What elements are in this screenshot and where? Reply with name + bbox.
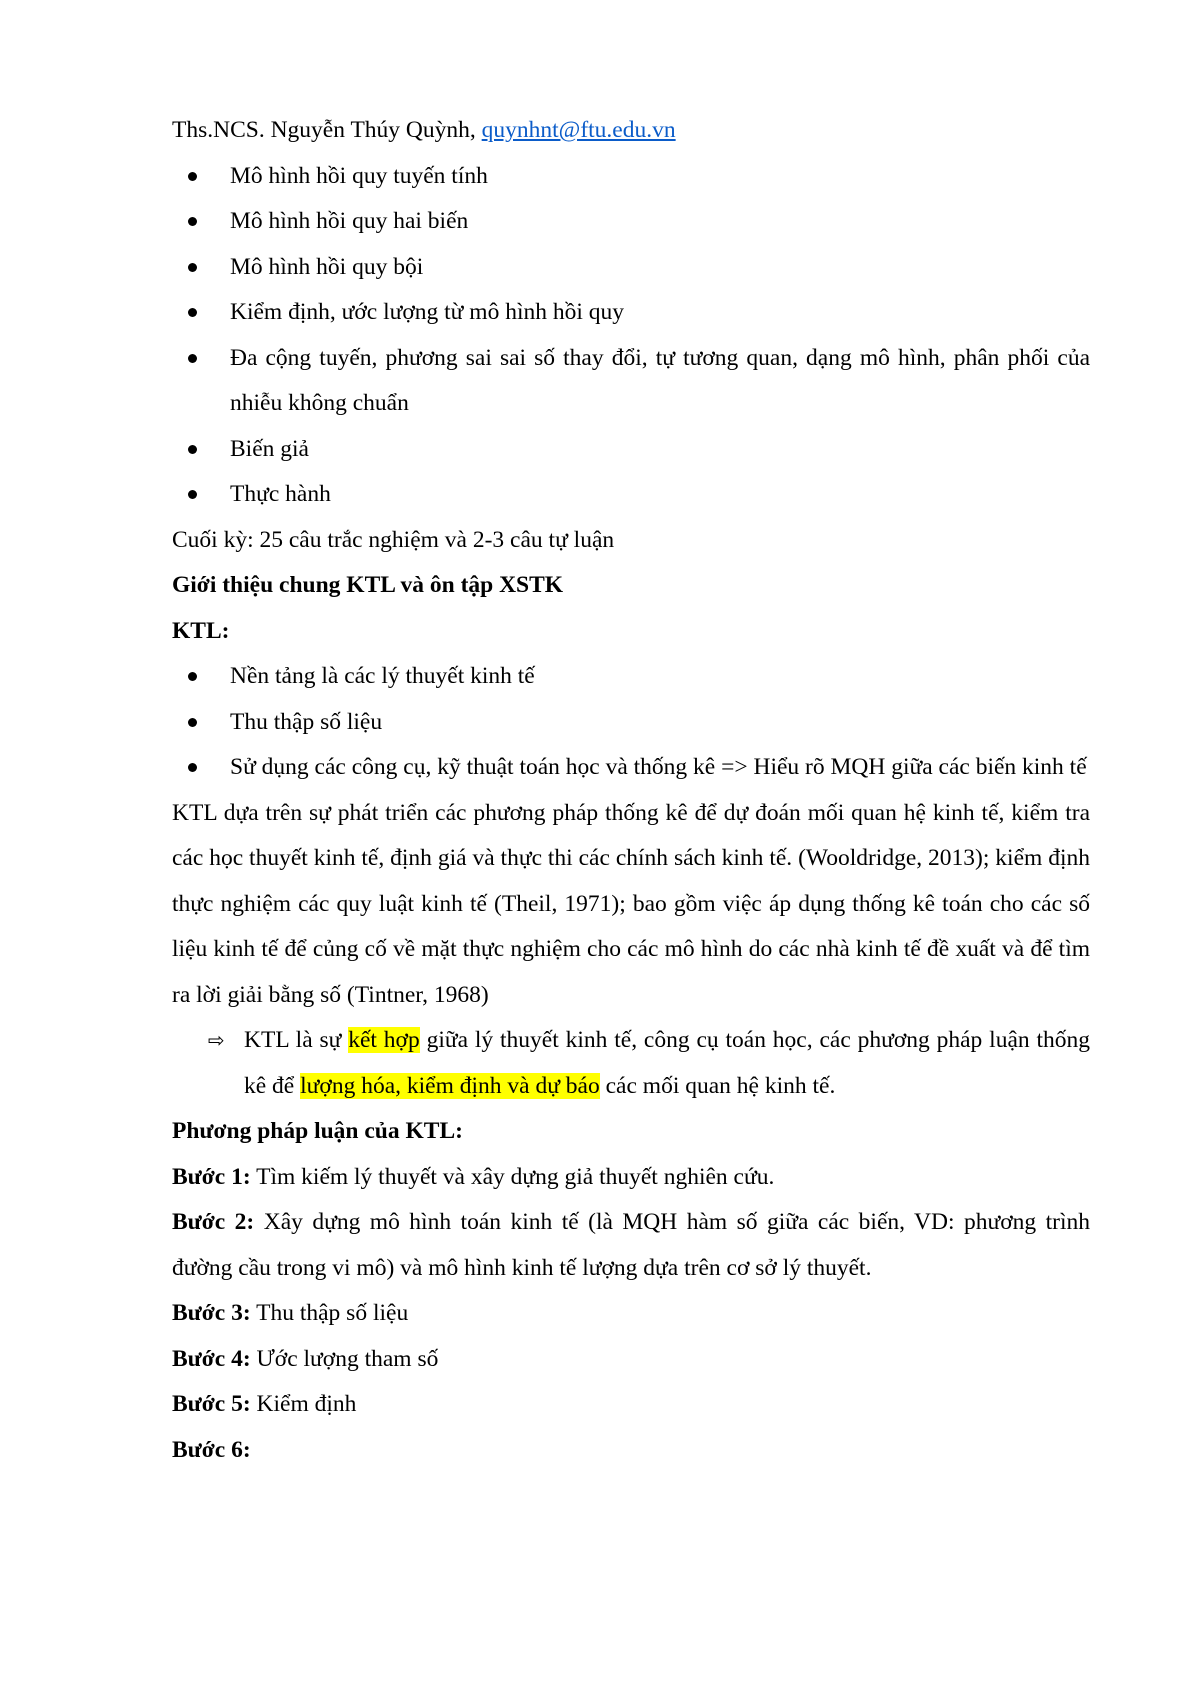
step-text: Tìm kiếm lý thuyết và xây dựng giả thuyết nghiên cứu. — [250, 1163, 775, 1190]
step-4 — [172, 1337, 1090, 1383]
methodology-heading: Phương pháp luận của KTL: — [172, 1118, 463, 1144]
bullet-icon — [188, 154, 198, 200]
bullet-icon — [188, 427, 198, 473]
list-item-text: Thực hành — [230, 481, 331, 507]
bullet-icon — [188, 336, 198, 382]
step-text: Thu thập số liệu — [250, 1300, 409, 1326]
bullet-icon — [188, 654, 198, 700]
list-item — [172, 245, 1090, 291]
author-name: Ths.NCS. Nguyễn Thúy Quỳnh, — [172, 117, 476, 143]
list-item — [172, 700, 1090, 746]
step-label: Bước 3: — [172, 1300, 251, 1326]
step-text: Ước lượng tham số — [250, 1345, 439, 1372]
list-item — [172, 427, 1090, 473]
hollow-right-arrow-icon: ⇨ — [208, 1028, 225, 1052]
list-item — [172, 472, 1090, 518]
highlight-luong-hoa: lượng hóa, kiểm định và dự báo — [300, 1072, 600, 1099]
list-item — [172, 154, 1090, 200]
author-email-link[interactable]: quynhnt@ftu.edu.vn — [481, 117, 676, 143]
bullet-icon — [188, 290, 198, 336]
ktl-point-list — [172, 654, 1090, 791]
list-item-text: Nền tảng là các lý thuyết kinh tế — [230, 663, 535, 689]
list-item — [172, 336, 1090, 427]
list-item — [172, 199, 1090, 245]
conclusion-text-1: KTL là sự — [244, 1027, 349, 1053]
bullet-icon — [188, 745, 198, 791]
list-item — [172, 290, 1090, 336]
step-label: Bước 6: — [172, 1436, 251, 1463]
author-line — [172, 108, 1090, 154]
step-1 — [172, 1155, 1090, 1201]
topic-list — [172, 154, 1090, 518]
conclusion-item — [172, 1018, 1090, 1109]
list-item-text: Mô hình hồi quy bội — [230, 253, 424, 280]
step-label: Bước 4: — [172, 1345, 251, 1372]
step-6 — [172, 1428, 1090, 1474]
bullet-icon — [188, 700, 198, 746]
bullet-icon — [188, 245, 198, 291]
conclusion-text-2: giữa lý thuyết kinh tế, công cụ toán học, các phương pháp luận thống kê để — [244, 1027, 1091, 1099]
step-2 — [172, 1200, 1090, 1291]
bullet-icon — [188, 472, 198, 518]
list-item — [172, 654, 1090, 700]
step-label: Bước 1: — [172, 1163, 251, 1190]
final-exam-note: Cuối kỳ: 25 câu trắc nghiệm và 2-3 câu tự luận — [172, 526, 615, 553]
list-item-text: Kiểm định, ước lượng từ mô hình hồi quy — [230, 299, 625, 325]
step-label: Bước 5: — [172, 1391, 251, 1417]
bullet-icon — [188, 199, 198, 245]
step-text: Kiểm định — [250, 1391, 357, 1417]
step-5 — [172, 1382, 1090, 1428]
list-item — [172, 745, 1090, 791]
list-item-text: Thu thập số liệu — [230, 708, 383, 735]
ktl-heading: KTL: — [172, 617, 230, 644]
step-text: Xây dựng mô hình toán kinh tế (là MQH hàm số giữa các biến, VD: phương trình đường cầu trong vi mô) và mô hình kinh tế lượng dựa trên cơ sở lý thuyết. — [172, 1209, 1090, 1281]
highlight-ket-hop: kết hợp — [348, 1027, 420, 1053]
list-item-text: Biến giả — [230, 435, 309, 462]
step-label: Bước 2: — [172, 1209, 255, 1235]
section-heading-intro: Giới thiệu chung KTL và ôn tập XSTK — [172, 572, 564, 598]
definition-paragraph: KTL dựa trên sự phát triển các phương pháp thống kê để dự đoán mối quan hệ kinh tế, kiểm tra các học thuyết kinh tế, định giá và thực thi các chính sách kinh tế. (Wooldridge, 2013); kiểm định thực nghiệm các quy luật kinh tế (Theil, 1971); bao gồm việc áp dụng thống kê toán cho các số liệu kinh tế để củng cố về mặt thực nghiệm cho các mô hình do các nhà kinh tế đề xuất và để tìm ra lời giải bằng số (Tintner, 1968) — [172, 799, 1090, 1008]
list-item-text: Sử dụng các công cụ, kỹ thuật toán học và thống kê => Hiểu rõ MQH giữa các biến kinh tế — [230, 754, 1087, 780]
list-item-text: Mô hình hồi quy tuyến tính — [230, 162, 488, 189]
document-body — [172, 108, 1090, 1473]
conclusion-text-3: các mối quan hệ kinh tế. — [599, 1072, 836, 1099]
step-3 — [172, 1291, 1090, 1337]
list-item-text: Đa cộng tuyến, phương sai sai số thay đổi, tự tương quan, dạng mô hình, phân phối của nhiễu không chuẩn — [230, 344, 1090, 416]
list-item-text: Mô hình hồi quy hai biến — [230, 208, 469, 234]
